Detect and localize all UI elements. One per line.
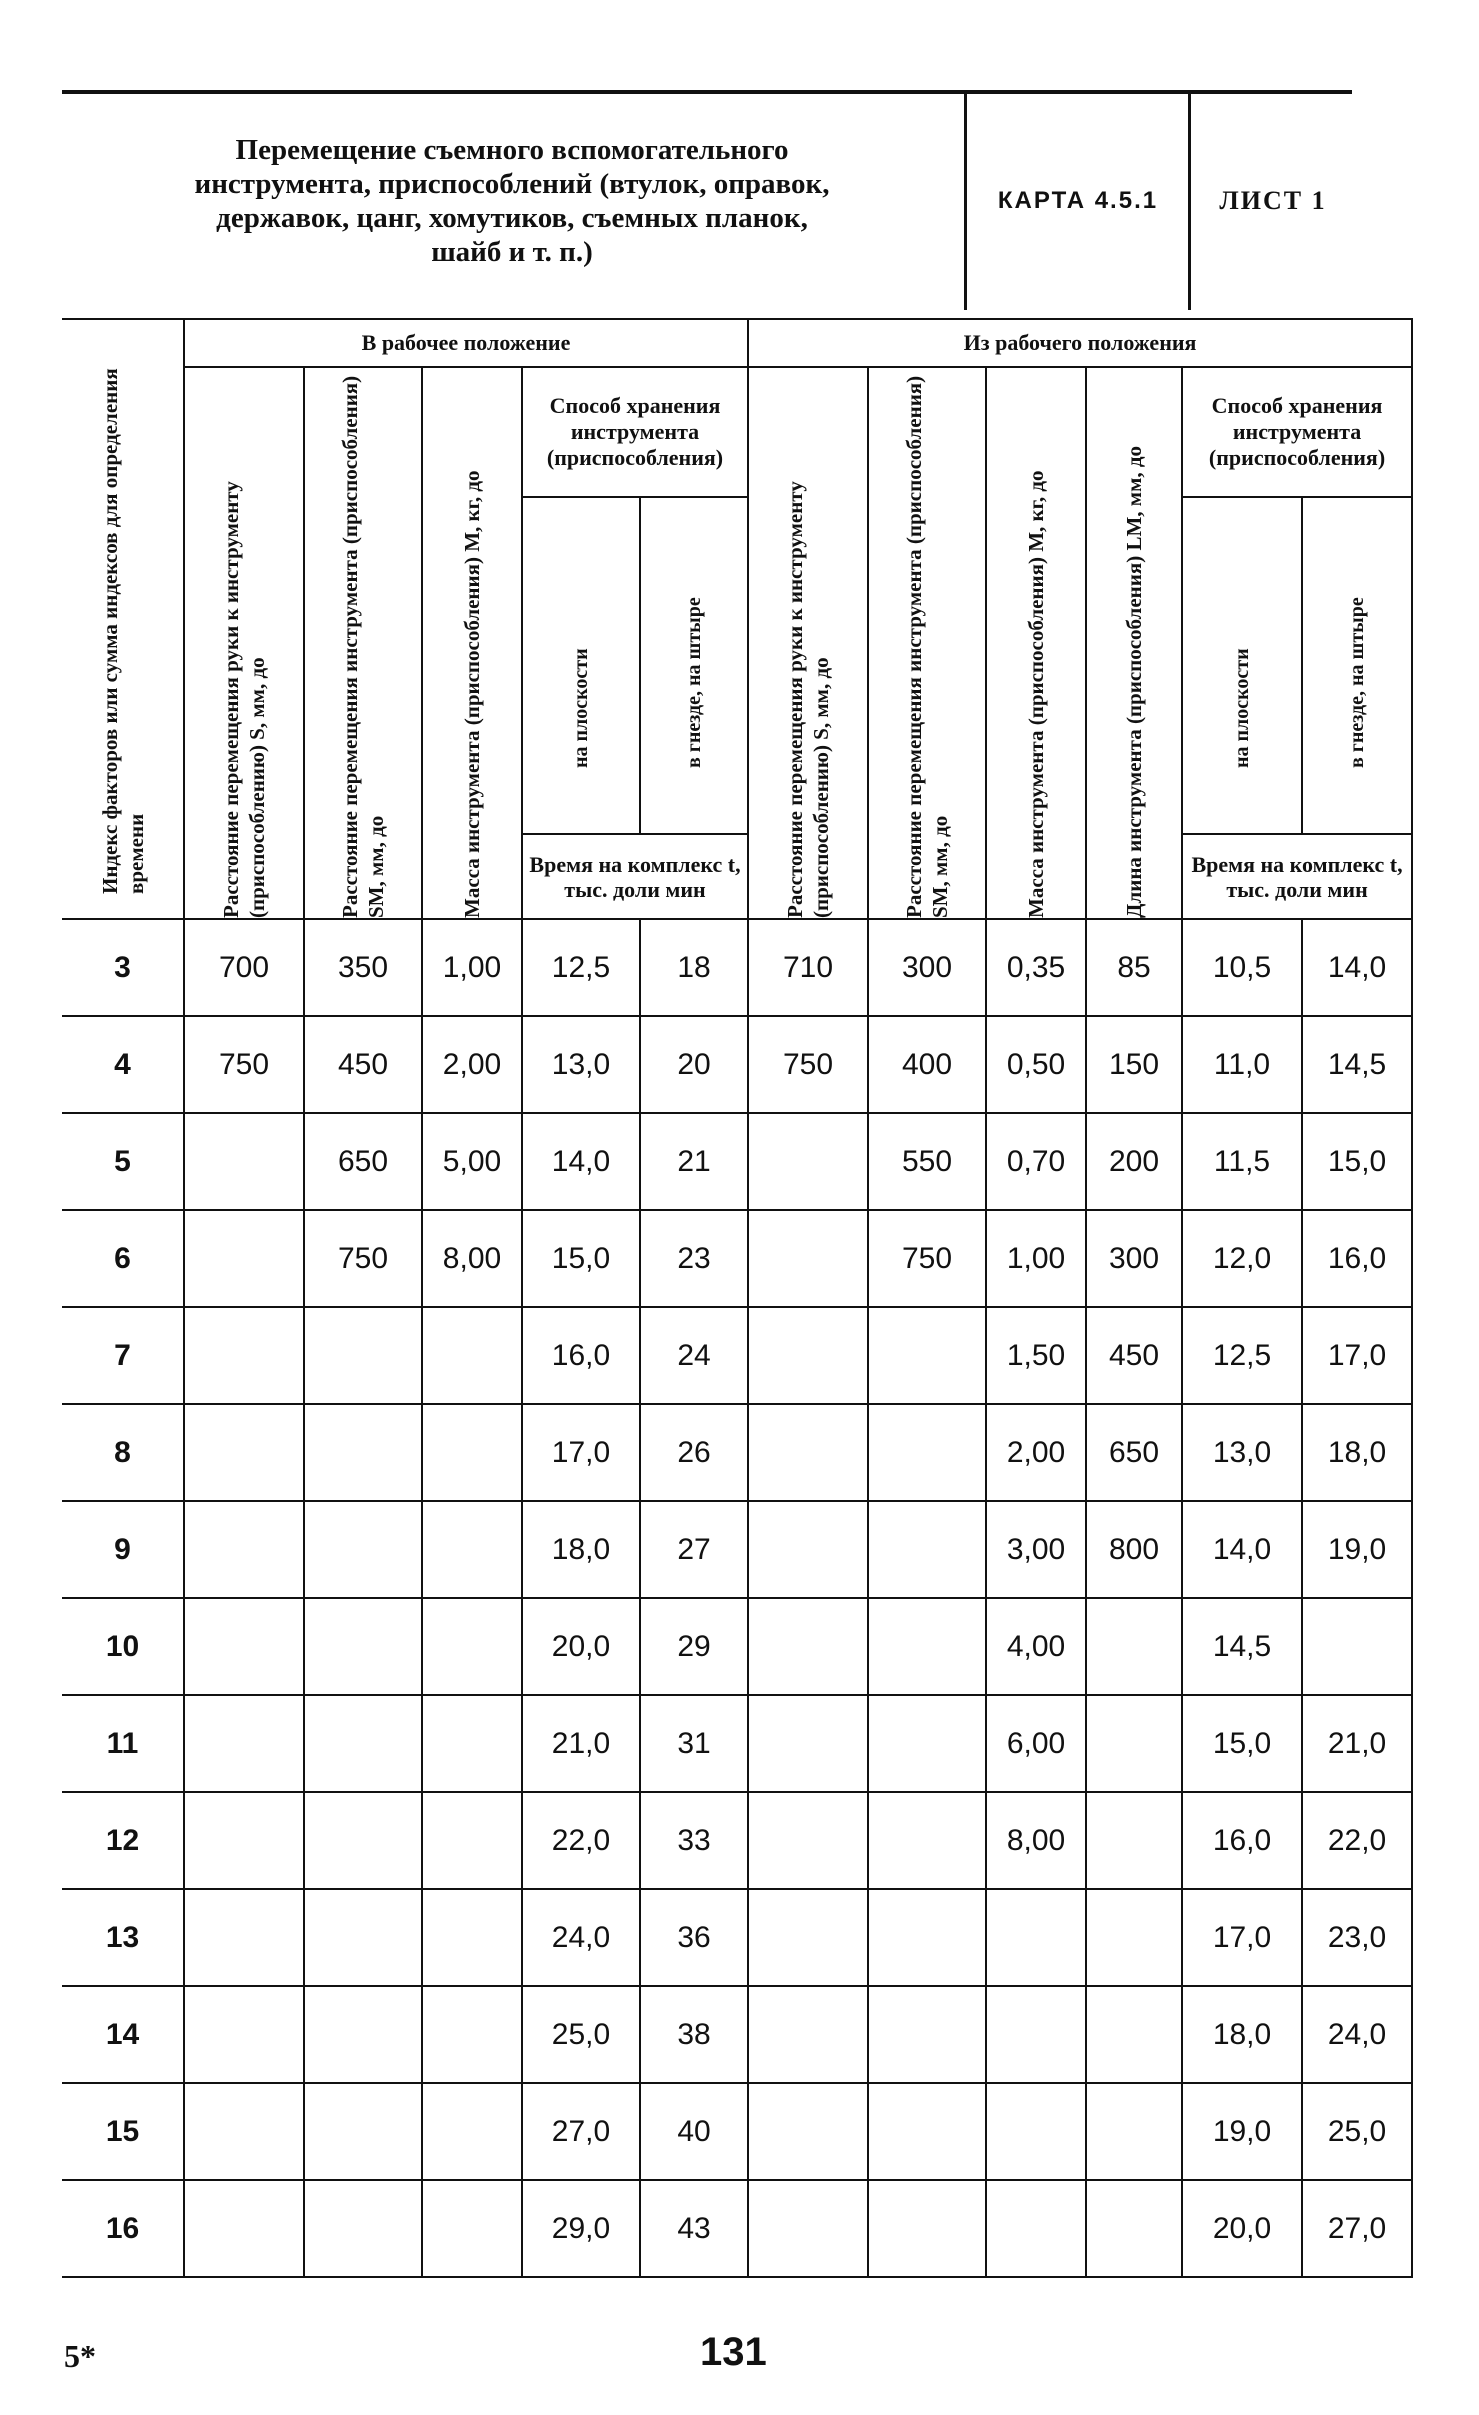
out-plane-header <box>1182 497 1302 834</box>
cell-out-m <box>986 2180 1086 2277</box>
header-row-1 <box>62 319 1412 367</box>
cell-out-lm <box>1086 2083 1182 2180</box>
card-header <box>62 92 1352 310</box>
header-row-2 <box>62 367 1412 497</box>
cell-in-t2: 24 <box>640 1307 748 1404</box>
index-header-text: Индекс факторов или сумма индексов для определения времени <box>97 368 148 894</box>
cell-out-sm: 300 <box>868 919 986 1016</box>
cell-in-s <box>184 1986 304 2083</box>
cell-out-sm: 550 <box>868 1113 986 1210</box>
table-row <box>62 1792 1412 1889</box>
out-sm-header-text: Расстояние перемещения инструмента (приспособления) SM, мм, до <box>902 375 953 918</box>
cell-idx: 14 <box>62 1986 184 2083</box>
cell-idx: 10 <box>62 1598 184 1695</box>
table-row <box>62 1501 1412 1598</box>
cell-out-t1: 14,0 <box>1182 1501 1302 1598</box>
cell-out-s <box>748 1404 868 1501</box>
cell-out-t1: 10,5 <box>1182 919 1302 1016</box>
cell-out-t2: 21,0 <box>1302 1695 1412 1792</box>
cell-in-t2: 29 <box>640 1598 748 1695</box>
cell-out-s <box>748 1598 868 1695</box>
cell-idx: 3 <box>62 919 184 1016</box>
cell-idx: 7 <box>62 1307 184 1404</box>
cell-in-sm <box>304 2180 422 2277</box>
cell-out-s <box>748 1695 868 1792</box>
cell-out-m: 2,00 <box>986 1404 1086 1501</box>
cell-out-m <box>986 2083 1086 2180</box>
cell-in-t1: 25,0 <box>522 1986 640 2083</box>
cell-in-t2: 40 <box>640 2083 748 2180</box>
cell-out-sm <box>868 1792 986 1889</box>
cell-out-lm: 800 <box>1086 1501 1182 1598</box>
cell-in-m <box>422 1695 522 1792</box>
cell-out-sm: 400 <box>868 1016 986 1113</box>
cell-out-m: 6,00 <box>986 1695 1086 1792</box>
cell-in-m <box>422 2083 522 2180</box>
cell-out-lm: 150 <box>1086 1016 1182 1113</box>
cell-in-s <box>184 1113 304 1210</box>
cell-in-t2: 36 <box>640 1889 748 1986</box>
in-time-header: Время на комплекс t, тыс. доли мин <box>522 834 748 919</box>
cell-in-m: 1,00 <box>422 919 522 1016</box>
cell-out-t1: 15,0 <box>1182 1695 1302 1792</box>
cell-in-s: 750 <box>184 1016 304 1113</box>
index-header <box>62 319 184 919</box>
cell-out-t2: 14,5 <box>1302 1016 1412 1113</box>
cell-idx: 9 <box>62 1501 184 1598</box>
cell-in-sm <box>304 1404 422 1501</box>
cell-in-sm <box>304 1792 422 1889</box>
cell-in-t1: 20,0 <box>522 1598 640 1695</box>
card-number: КАРТА 4.5.1 <box>964 92 1189 310</box>
cell-in-t2: 23 <box>640 1210 748 1307</box>
page-number: 131 <box>700 2330 767 2374</box>
cell-out-lm <box>1086 1986 1182 2083</box>
cell-out-m: 4,00 <box>986 1598 1086 1695</box>
table-row <box>62 1113 1412 1210</box>
sheet-number: ЛИСТ 1 <box>1188 92 1355 310</box>
in-m-header <box>422 367 522 919</box>
cell-in-t2: 31 <box>640 1695 748 1792</box>
cell-out-s <box>748 1210 868 1307</box>
cell-out-lm <box>1086 2180 1182 2277</box>
cell-out-t1: 19,0 <box>1182 2083 1302 2180</box>
cell-in-t2: 20 <box>640 1016 748 1113</box>
cell-out-t1: 12,0 <box>1182 1210 1302 1307</box>
table-row <box>62 919 1412 1016</box>
out-sm-header <box>868 367 986 919</box>
cell-in-m: 8,00 <box>422 1210 522 1307</box>
cell-out-t2: 22,0 <box>1302 1792 1412 1889</box>
out-m-header <box>986 367 1086 919</box>
cell-in-t1: 22,0 <box>522 1792 640 1889</box>
cell-out-s <box>748 1889 868 1986</box>
cell-in-t2: 27 <box>640 1501 748 1598</box>
cell-out-sm <box>868 1889 986 1986</box>
cell-out-t1: 14,5 <box>1182 1598 1302 1695</box>
table-row <box>62 1404 1412 1501</box>
cell-out-s <box>748 2083 868 2180</box>
cell-in-t1: 18,0 <box>522 1501 640 1598</box>
in-sm-header <box>304 367 422 919</box>
cell-in-s <box>184 1598 304 1695</box>
cell-out-m <box>986 1889 1086 1986</box>
cell-out-sm <box>868 2083 986 2180</box>
group-out-header: Из рабочего положения <box>748 319 1412 367</box>
cell-out-t1: 17,0 <box>1182 1889 1302 1986</box>
cell-out-m <box>986 1986 1086 2083</box>
cell-in-t1: 17,0 <box>522 1404 640 1501</box>
cell-out-sm <box>868 1695 986 1792</box>
cell-out-lm <box>1086 1792 1182 1889</box>
out-m-header-text: Масса инструмента (приспособления) M, кг, до <box>1024 470 1049 918</box>
cell-in-t1: 15,0 <box>522 1210 640 1307</box>
cell-in-t2: 21 <box>640 1113 748 1210</box>
cell-out-t1: 11,0 <box>1182 1016 1302 1113</box>
cell-out-s <box>748 1792 868 1889</box>
cell-idx: 13 <box>62 1889 184 1986</box>
cell-out-sm <box>868 1501 986 1598</box>
cell-in-m <box>422 1792 522 1889</box>
cell-out-t1: 18,0 <box>1182 1986 1302 2083</box>
cell-out-t2: 17,0 <box>1302 1307 1412 1404</box>
cell-in-m <box>422 1501 522 1598</box>
cell-in-m: 5,00 <box>422 1113 522 1210</box>
table-row <box>62 2083 1412 2180</box>
cell-out-s <box>748 1986 868 2083</box>
in-s-header <box>184 367 304 919</box>
cell-out-s <box>748 1113 868 1210</box>
in-socket-header <box>640 497 748 834</box>
in-plane-header-text: на плоскости <box>570 648 592 769</box>
cell-in-sm <box>304 1986 422 2083</box>
cell-out-t2: 14,0 <box>1302 919 1412 1016</box>
cell-in-sm: 750 <box>304 1210 422 1307</box>
cell-out-t1: 11,5 <box>1182 1113 1302 1210</box>
cell-out-m: 3,00 <box>986 1501 1086 1598</box>
cell-in-t2: 43 <box>640 2180 748 2277</box>
cell-out-t2: 18,0 <box>1302 1404 1412 1501</box>
cell-in-t1: 14,0 <box>522 1113 640 1210</box>
cell-out-lm: 200 <box>1086 1113 1182 1210</box>
cell-out-m: 0,70 <box>986 1113 1086 1210</box>
cell-out-s <box>748 1307 868 1404</box>
table-row <box>62 1210 1412 1307</box>
cell-out-t2: 23,0 <box>1302 1889 1412 1986</box>
table-body <box>62 919 1412 2277</box>
cell-out-t2: 16,0 <box>1302 1210 1412 1307</box>
cell-out-lm <box>1086 1889 1182 1986</box>
cell-in-m <box>422 1404 522 1501</box>
cell-out-lm <box>1086 1695 1182 1792</box>
cell-out-t1: 20,0 <box>1182 2180 1302 2277</box>
table-row <box>62 1986 1412 2083</box>
cell-in-m <box>422 1986 522 2083</box>
cell-out-m: 0,35 <box>986 919 1086 1016</box>
cell-out-sm <box>868 1307 986 1404</box>
table-row <box>62 1889 1412 1986</box>
in-socket-header-text: в гнезде, на штыре <box>683 597 705 769</box>
out-lm-header <box>1086 367 1182 919</box>
cell-out-m: 0,50 <box>986 1016 1086 1113</box>
cell-in-t1: 27,0 <box>522 2083 640 2180</box>
out-time-header: Время на комплекс t, тыс. доли мин <box>1182 834 1412 919</box>
cell-in-s <box>184 1210 304 1307</box>
cell-in-t1: 21,0 <box>522 1695 640 1792</box>
table-row <box>62 1307 1412 1404</box>
footer-mark: 5* <box>64 2338 96 2374</box>
cell-idx: 5 <box>62 1113 184 1210</box>
cell-out-t1: 13,0 <box>1182 1404 1302 1501</box>
in-storage-header: Способ хранения инструмента (приспособления) <box>522 367 748 497</box>
out-storage-header: Способ хранения инструмента (приспособления) <box>1182 367 1412 497</box>
cell-in-sm: 650 <box>304 1113 422 1210</box>
cell-in-s <box>184 1889 304 1986</box>
cell-in-t2: 18 <box>640 919 748 1016</box>
cell-out-lm: 650 <box>1086 1404 1182 1501</box>
cell-in-s <box>184 1501 304 1598</box>
cell-in-t1: 16,0 <box>522 1307 640 1404</box>
cell-idx: 15 <box>62 2083 184 2180</box>
cell-in-t1: 13,0 <box>522 1016 640 1113</box>
cell-in-t1: 29,0 <box>522 2180 640 2277</box>
cell-in-sm <box>304 1307 422 1404</box>
out-lm-header-text: Длина инструмента (приспособления) LM, мм, до <box>1122 446 1147 918</box>
cell-in-sm <box>304 1501 422 1598</box>
cell-out-lm <box>1086 1598 1182 1695</box>
cell-in-s <box>184 2083 304 2180</box>
cell-idx: 11 <box>62 1695 184 1792</box>
cell-in-sm <box>304 1695 422 1792</box>
cell-in-s <box>184 1307 304 1404</box>
cell-in-m <box>422 1307 522 1404</box>
cell-out-t2 <box>1302 1598 1412 1695</box>
cell-in-s: 700 <box>184 919 304 1016</box>
group-in-header: В рабочее положение <box>184 319 748 367</box>
in-plane-header <box>522 497 640 834</box>
cell-idx: 6 <box>62 1210 184 1307</box>
cell-in-s <box>184 1792 304 1889</box>
cell-out-t1: 12,5 <box>1182 1307 1302 1404</box>
cell-in-s <box>184 1404 304 1501</box>
cell-out-m: 1,00 <box>986 1210 1086 1307</box>
cell-in-sm: 450 <box>304 1016 422 1113</box>
cell-in-m: 2,00 <box>422 1016 522 1113</box>
in-sm-header-text: Расстояние перемещения инструмента (приспособления) SM, мм, до <box>338 375 388 918</box>
cell-out-t2: 19,0 <box>1302 1501 1412 1598</box>
cell-out-t2: 15,0 <box>1302 1113 1412 1210</box>
cell-out-s <box>748 1501 868 1598</box>
in-m-header-text: Масса инструмента (приспособления) M, кг, до <box>460 470 484 918</box>
cell-out-lm: 85 <box>1086 919 1182 1016</box>
cell-out-lm: 300 <box>1086 1210 1182 1307</box>
norms-table <box>62 318 1413 2278</box>
cell-in-t2: 33 <box>640 1792 748 1889</box>
cell-out-sm <box>868 1598 986 1695</box>
table-row <box>62 2180 1412 2277</box>
cell-out-t2: 27,0 <box>1302 2180 1412 2277</box>
cell-out-m: 8,00 <box>986 1792 1086 1889</box>
cell-out-s: 750 <box>748 1016 868 1113</box>
cell-out-t2: 25,0 <box>1302 2083 1412 2180</box>
cell-in-t1: 12,5 <box>522 919 640 1016</box>
cell-in-s <box>184 1695 304 1792</box>
cell-idx: 12 <box>62 1792 184 1889</box>
cell-in-sm <box>304 2083 422 2180</box>
out-plane-header-text: на плоскости <box>1231 648 1254 769</box>
cell-out-t1: 16,0 <box>1182 1792 1302 1889</box>
cell-in-t2: 26 <box>640 1404 748 1501</box>
cell-out-m: 1,50 <box>986 1307 1086 1404</box>
cell-idx: 8 <box>62 1404 184 1501</box>
cell-out-s: 710 <box>748 919 868 1016</box>
cell-in-t1: 24,0 <box>522 1889 640 1986</box>
cell-in-s <box>184 2180 304 2277</box>
table-row <box>62 1016 1412 1113</box>
table-row <box>62 1598 1412 1695</box>
cell-out-sm: 750 <box>868 1210 986 1307</box>
cell-in-m <box>422 1598 522 1695</box>
out-s-header-text: Расстояние перемещения руки к инструменту (приспособлению) S, мм, до <box>783 481 834 918</box>
cell-out-lm: 450 <box>1086 1307 1182 1404</box>
cell-in-t2: 38 <box>640 1986 748 2083</box>
cell-in-m <box>422 2180 522 2277</box>
card-title: Перемещение съемного вспомогательного инструмента, приспособлений (втулок, оправок, державок, цанг, хомутиков, съемных планок, шайб и т. п.) <box>194 134 830 268</box>
cell-idx: 16 <box>62 2180 184 2277</box>
cell-out-s <box>748 2180 868 2277</box>
cell-out-sm <box>868 1986 986 2083</box>
cell-idx: 4 <box>62 1016 184 1113</box>
out-s-header <box>748 367 868 919</box>
cell-out-t2: 24,0 <box>1302 1986 1412 2083</box>
in-s-header-text: Расстояние перемещения руки к инструменту (приспособлению) S, мм, до <box>219 481 269 918</box>
out-socket-header-text: в гнезде, на штыре <box>1346 597 1369 769</box>
cell-out-sm <box>868 1404 986 1501</box>
cell-in-sm <box>304 1889 422 1986</box>
table-row <box>62 1695 1412 1792</box>
out-socket-header <box>1302 497 1412 834</box>
cell-out-sm <box>868 2180 986 2277</box>
cell-in-sm: 350 <box>304 919 422 1016</box>
cell-in-m <box>422 1889 522 1986</box>
cell-in-sm <box>304 1598 422 1695</box>
